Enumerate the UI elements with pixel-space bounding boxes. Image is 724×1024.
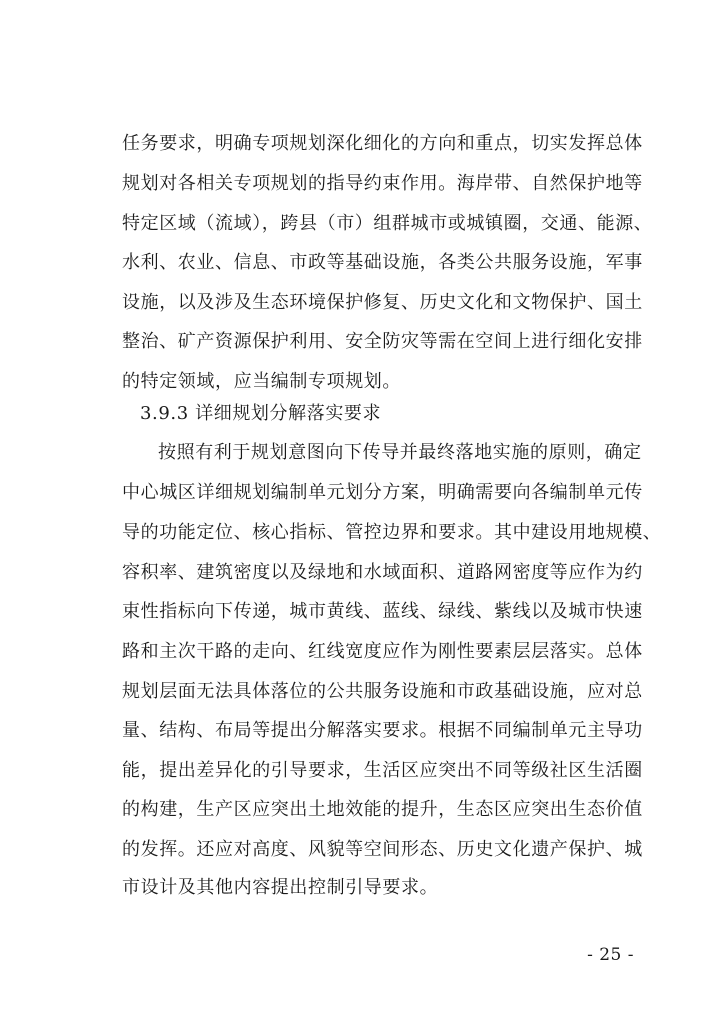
body-text-line: 容积率、建筑密度以及绿地和水域面积、道路网密度等应作为约: [122, 562, 643, 583]
body-text-line: 的特定领域，应当编制专项规划。: [122, 371, 401, 392]
body-text-line: 任务要求，明确专项规划深化细化的方向和重点，切实发挥总体: [122, 133, 643, 154]
body-text-line: 的构建，生产区应突出土地效能的提升，生态区应突出生态价值: [122, 799, 643, 820]
page-number: - 25 -: [587, 945, 634, 965]
body-text-line: 市设计及其他内容提出控制引导要求。: [122, 877, 439, 898]
section-heading: 3.9.3 详细规划分解落实要求: [140, 403, 382, 424]
body-text-line: 束性指标向下传递，城市黄线、蓝线、绿线、紫线以及城市快速: [122, 601, 643, 622]
body-text-line: 规划层面无法具体落位的公共服务设施和市政基础设施，应对总: [122, 681, 643, 702]
body-text-line: 按照有利于规划意图向下传导并最终落地实施的原则，确定: [158, 442, 642, 463]
body-text-line: 中心城区详细规划编制单元划分方案，明确需要向各编制单元传: [122, 482, 643, 503]
body-text-line: 水利、农业、信息、市政等基础设施，各类公共服务设施，军事: [122, 252, 643, 273]
body-text-line: 整治、矿产资源保护利用、安全防灾等需在空间上进行细化安排: [122, 331, 643, 352]
body-text-line: 导的功能定位、核心指标、管控边界和要求。其中建设用地规模、: [122, 522, 662, 543]
body-text-line: 路和主次干路的走向、红线宽度应作为刚性要素层层落实。总体: [122, 641, 643, 662]
body-text-line: 特定区域（流域），跨县（市）组群城市或城镇圈，交通、能源、: [122, 213, 653, 234]
body-text-line: 的发挥。还应对高度、风貌等空间形态、历史文化遗产保护、城: [122, 839, 643, 860]
body-text-line: 能，提出差异化的引导要求，生活区应突出不同等级社区生活圈: [122, 760, 643, 781]
body-text-line: 设施，以及涉及生态环境保护修复、历史文化和文物保护、国土: [122, 292, 643, 313]
body-text-line: 量、结构、布局等提出分解落实要求。根据不同编制单元主导功: [122, 720, 643, 741]
body-text-line: 规划对各相关专项规划的指导约束作用。海岸带、自然保护地等: [122, 173, 643, 194]
